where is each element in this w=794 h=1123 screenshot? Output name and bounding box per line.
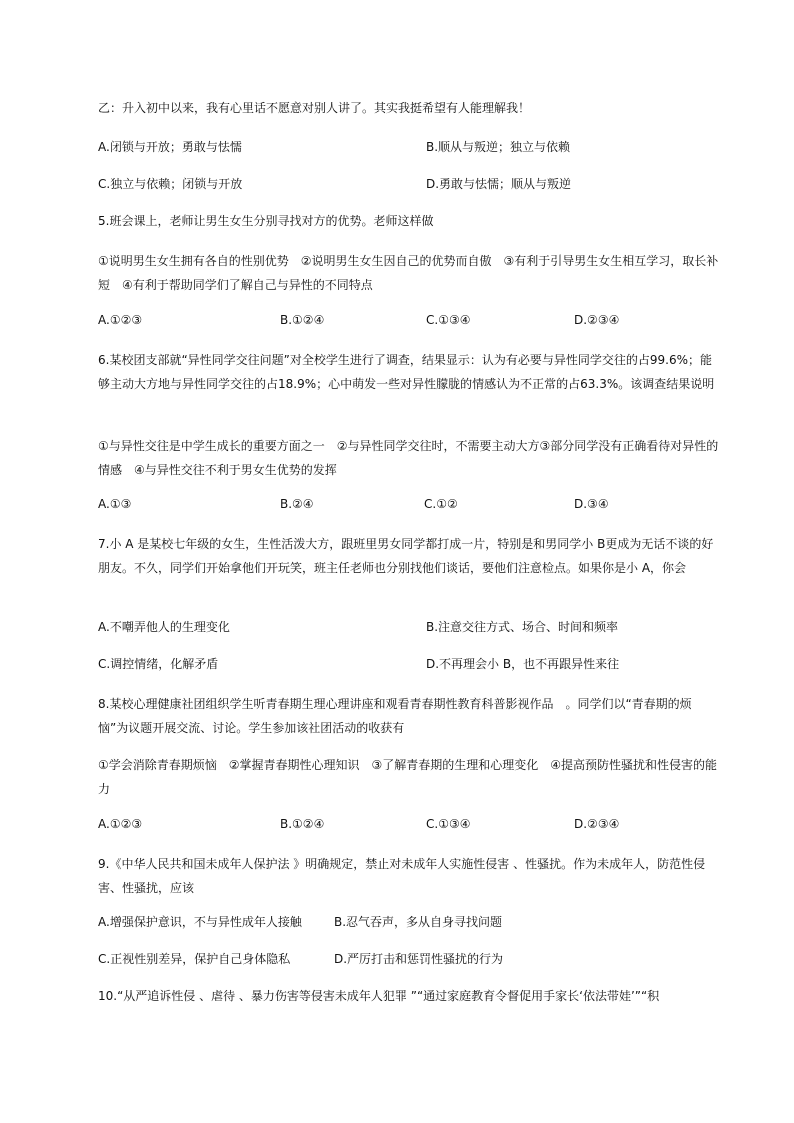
q8-option-a[interactable]: A.①②③ xyxy=(98,817,143,831)
q5-option-b[interactable]: B.①②④ xyxy=(280,313,325,327)
q9-option-a[interactable]: A.增强保护意识，不与异性成年人接触 xyxy=(98,915,302,929)
q8-option-d[interactable]: D.②③④ xyxy=(574,817,620,831)
q7-option-d[interactable]: D.不再理会小 B，也不再跟异性来往 xyxy=(426,657,620,671)
q8-option-c[interactable]: C.①③④ xyxy=(426,817,471,831)
q10-head: 10.“从严追诉性侵 、虐待 、暴力伤害等侵害未成年人犯罪 ”“通过家庭教育令督促用手家长‘依法带娃’”“积 xyxy=(98,989,660,1003)
q5-option-d[interactable]: D.②③④ xyxy=(574,313,620,327)
q6-option-b[interactable]: B.②④ xyxy=(280,497,314,511)
q4-option-d[interactable]: D.勇敢与怯懦；顺从与叛逆 xyxy=(426,177,572,191)
q5-stem: 5.班会课上，老师让男生女生分别寻找对方的优势。老师这样做 xyxy=(98,214,434,228)
q4-option-c[interactable]: C.独立与依赖；闭锁与开放 xyxy=(98,177,243,191)
q6-option-a[interactable]: A.①③ xyxy=(98,497,132,511)
q6-option-d[interactable]: D.③④ xyxy=(574,497,609,511)
q8-items: ①学会消除青春期烦恼 ②掌握青春期性心理知识 ③了解青春期的生理和心理变化 ④提高预防性骚扰和性侵害的能力 xyxy=(98,758,718,796)
q6-stem: 6.某校团支部就“异性同学交往问题”对全校学生进行了调查，结果显示：认为有必要与异性同学交往的占99.6%；能够主动大方地与异性同学交往的占18.9%；心中萌发一些对异性朦胧的情感认为不正常的占63.3%。该调查结果说明 xyxy=(98,353,715,391)
q8-stem: 8.某校心理健康社团组织学生听青春期生理心理讲座和观看青春期性教育科普影视作品 。同学们以“青春期的烦恼”为议题开展交流、讨论。学生参加该社团活动的收获有 xyxy=(98,697,692,735)
q9-option-c[interactable]: C.正视性别差异，保护自己身体隐私 xyxy=(98,952,291,966)
q6-option-c[interactable]: C.①② xyxy=(424,497,458,511)
q5-items: ①说明男生女生拥有各自的性别优势 ②说明男生女生因自己的优势而自傲 ③有利于引导男生女生相互学习，取长补短 ④有利于帮助同学们了解自己与异性的不同特点 xyxy=(98,254,719,292)
q7-option-a[interactable]: A.不嘲弄他人的生理变化 xyxy=(98,620,230,634)
q6-items: ①与异性交往是中学生成长的重要方面之一 ②与异性同学交往时，不需要主动大方③部分同学没有正确看待对异性的情感 ④与异性交往不利于男女生优势的发挥 xyxy=(98,439,719,477)
q9-option-b[interactable]: B.忍气吞声，多从自身寻找问题 xyxy=(334,915,503,929)
q5-option-c[interactable]: C.①③④ xyxy=(426,313,471,327)
q9-option-d[interactable]: D.严厉打击和惩罚性骚扰的行为 xyxy=(334,952,504,966)
q9-stem: 9.《中华人民共和国未成年人保护法 》明确规定，禁止对未成年人实施性侵害 、性骚扰。作为未成年人，防范性侵害、性骚扰，应该 xyxy=(98,857,706,895)
q7-stem: 7.小 A 是某校七年级的女生，生性活泼大方，跟班里男女同学都打成一片，特别是和男同学小 B更成为无话不谈的好朋友。不久，同学们开始拿他们开玩笑，班主任老师也分别找他们谈话，要他们注意检点。如果你是小 A，你会 xyxy=(98,537,714,575)
q7-option-c[interactable]: C.调控情绪，化解矛盾 xyxy=(98,657,219,671)
q4-tail-line: 乙：升入初中以来，我有心里话不愿意对别人讲了。其实我挺希望有人能理解我！ xyxy=(98,101,531,115)
q4-option-a[interactable]: A.闭锁与开放；勇敢与怯懦 xyxy=(98,140,242,154)
q4-option-b[interactable]: B.顺从与叛逆；独立与依赖 xyxy=(426,140,571,154)
q8-option-b[interactable]: B.①②④ xyxy=(280,817,325,831)
q7-option-b[interactable]: B.注意交往方式、场合、时间和频率 xyxy=(426,620,619,634)
q5-option-a[interactable]: A.①②③ xyxy=(98,313,143,327)
